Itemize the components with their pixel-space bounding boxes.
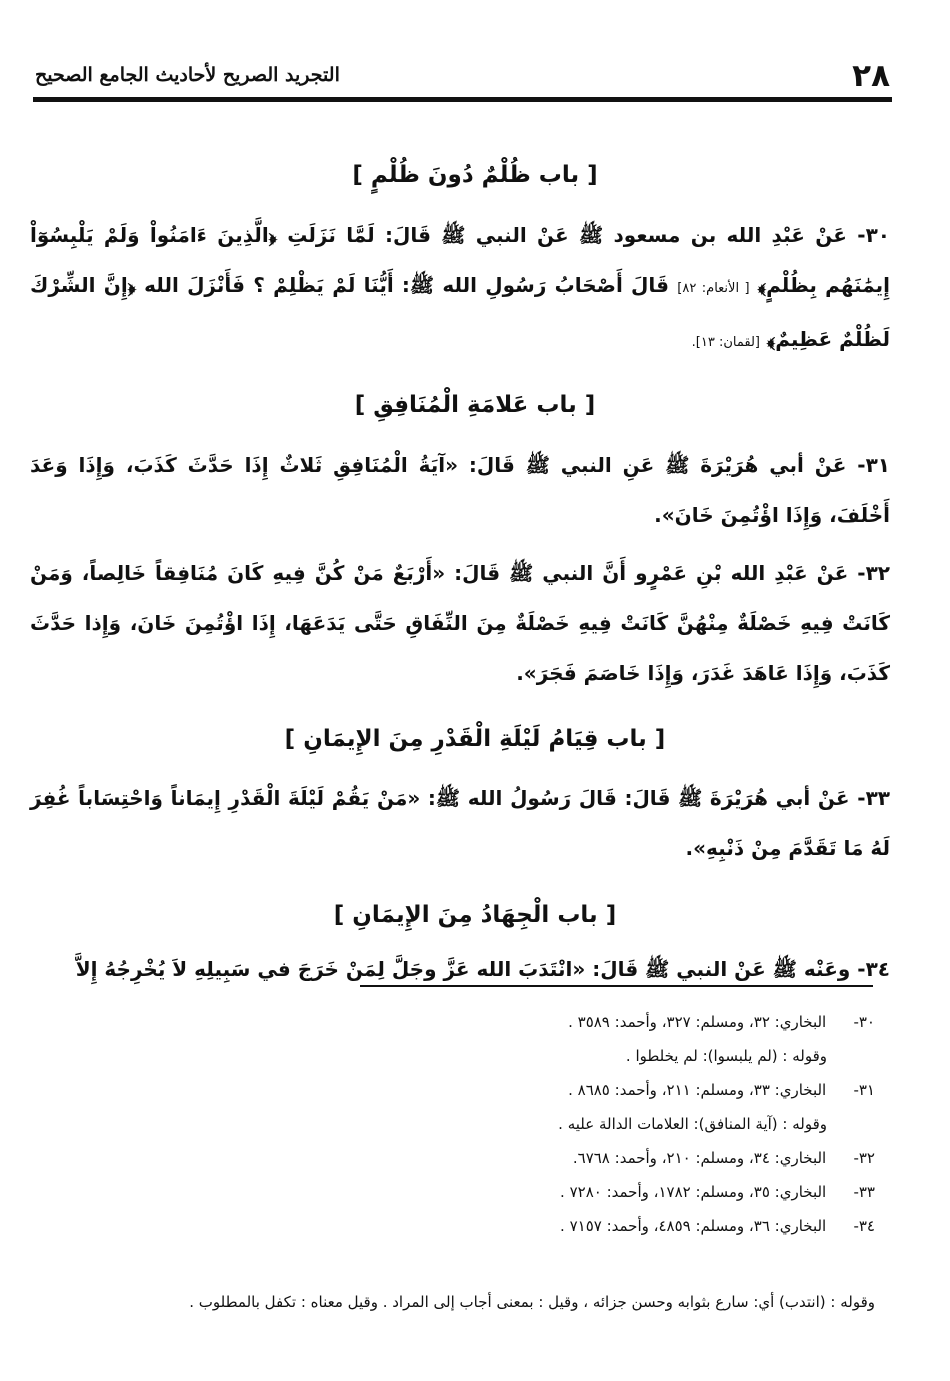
footnote-text: وقوله : (لم يلبسوا): لم يخلطوا . — [625, 1047, 827, 1065]
chapter-heading: [ باب عَلامَةِ الْمُنَافِقِ ] — [354, 392, 596, 418]
footnote-text: البخاري: ٣٥، ومسلم: ١٧٨٢، وأحمد: ٧٢٨٠ . — [560, 1183, 827, 1201]
footnote-number: ٣٢- — [853, 1149, 875, 1167]
footnote-separator — [360, 985, 873, 987]
hadith-33 — [30, 773, 890, 873]
hadith-text-continued: قَالَ أَصْحَابُ رَسُولِ الله ﷺ: أَيُّنَا لَمْ يَظْلِمْ ؟ فَأَنْزَلَ الله ﴿إِنَّ الشِّرْكَ لَظُلْمٌ عَظِيمٌ﴾ — [30, 273, 890, 351]
book-title: التجريد الصريح لأحاديث الجامع الصحيح — [35, 64, 340, 86]
footnote-number: ٣٣- — [853, 1183, 875, 1201]
footnote-text: البخاري: ٣٣، ومسلم: ٢١١، وأحمد: ٨٦٨٥ . — [568, 1081, 827, 1099]
footnote-number: ٣١- — [853, 1081, 875, 1099]
hadith-text: وعَنْه ﷺ عَنْ النبي ﷺ قَالَ: «انْتَدَبَ الله عَزَّ وجَلَّ لِمَنْ خَرَجَ في سَبِيلِهِ لاَ يُخْرِجُهُ إِلاَّ — [75, 957, 851, 981]
hadith-number: ٣٢- — [857, 561, 890, 585]
chapter-heading: [ باب قِيَامُ لَيْلَةِ الْقَدْرِ مِنَ الإِيمَانِ ] — [284, 726, 666, 752]
page-number: ٢٨ — [852, 58, 890, 94]
footnote-text: البخاري: ٣٤، ومسلم: ٢١٠، وأحمد: ٦٧٦٨. — [572, 1149, 827, 1167]
running-header — [35, 58, 890, 98]
hadith-30 — [30, 210, 890, 368]
hadith-text: عَنْ أبي هُرَيْرَةَ ﷺ عَنِ النبي ﷺ قَالَ: «آيَةُ الْمُنَافِقِ ثَلاثٌ إِذَا حَدَّثَ كَذَبَ، وَإِذَا وَعَدَ أَخْلَفَ، وَإِذَا اؤْتُمِنَ خَانَ». — [30, 453, 890, 527]
footnote-line — [95, 1039, 875, 1073]
hadith-text: عَنْ أبي هُرَيْرَةَ ﷺ قَالَ: قَالَ رَسُولُ الله ﷺ: «مَنْ يَقُمْ لَيْلَةَ الْقَدْرِ إِيمَاناً وَاحْتِسَاباً غُفِرَ لَهُ مَا تَقَدَّمَ مِنْ ذَنْبِهِ». — [30, 786, 890, 860]
footnote-number: ٣٤- — [853, 1217, 875, 1235]
footnote-line — [95, 1107, 875, 1141]
hadith-number: ٣٠- — [857, 223, 890, 247]
header-rule — [33, 97, 892, 102]
hadith-number: ٣٣- — [857, 786, 890, 810]
footnote-line — [95, 1005, 875, 1039]
quran-reference: [ الأنعام: ٨٢] — [677, 281, 750, 296]
hadith-text: عَنْ عَبْدِ الله بْنِ عَمْرٍو أَنَّ النبي ﷺ قَالَ: «أَرْبَعٌ مَنْ كُنَّ فِيهِ كَانَ مُنَافِقاً خَالِصاً، وَمَنْ كَانَتْ فِيهِ خَصْلَةٌ مِنْهُنَّ كَانَتْ فِيهِ خَصْلَةٌ مِنَ النِّفَاقِ حَتَّى يَدَعَهَا، إِذَا اؤْتُمِنَ خَانَ، وَإِذا حَدَّثَ كَذَبَ، وَإِذَا عَاهَدَ غَدَرَ، وَإِذَا خَاصَمَ فَجَرَ». — [30, 561, 890, 685]
footnote-explanation: وقوله : (انتدب) أي: سارع بثوابه وحسن جزائه ، وقيل : بمعنى أجاب إلى المراد . وقيل معناه : تكفل بالمطلوب . — [189, 1293, 875, 1311]
footnote-line — [95, 1175, 875, 1209]
quran-reference: [لقمان: ١٣]. — [691, 335, 760, 350]
hadith-32 — [30, 548, 890, 698]
footnote-text: البخاري: ٣٢، ومسلم: ٣٢٧، وأحمد: ٣٥٨٩ . — [568, 1013, 827, 1031]
footnote-text: وقوله : (آية المنافق): العلامات الدالة عليه . — [558, 1115, 827, 1133]
hadith-text: عَنْ عَبْدِ الله بن مسعود ﷺ عَنْ النبي ﷺ قَالَ: لَمَّا نَزَلَتِ ﴿الَّذِينَ ءَامَنُواْ وَلَمْ يَلْبِسُوٓاْ إِيمَٰنَهُم بِظُلْمٍ﴾ — [30, 223, 890, 297]
hadith-31 — [30, 440, 890, 540]
footnote-line — [95, 1141, 875, 1175]
footnote-text: البخاري: ٣٦، ومسلم: ٤٨٥٩، وأحمد: ٧١٥٧ . — [560, 1217, 827, 1235]
hadith-number: ٣١- — [857, 453, 890, 477]
chapter-heading: [ باب الْجِهَادُ مِنَ الإِيمَانِ ] — [333, 902, 617, 928]
footnotes — [95, 1005, 875, 1243]
footnote-line — [95, 1209, 875, 1243]
hadith-number: ٣٤- — [857, 957, 890, 981]
footnote-line — [95, 1073, 875, 1107]
chapter-heading: [ باب ظُلْمٌ دُونَ ظُلْمٍ ] — [352, 162, 598, 188]
footnote-number: ٣٠- — [853, 1013, 875, 1031]
